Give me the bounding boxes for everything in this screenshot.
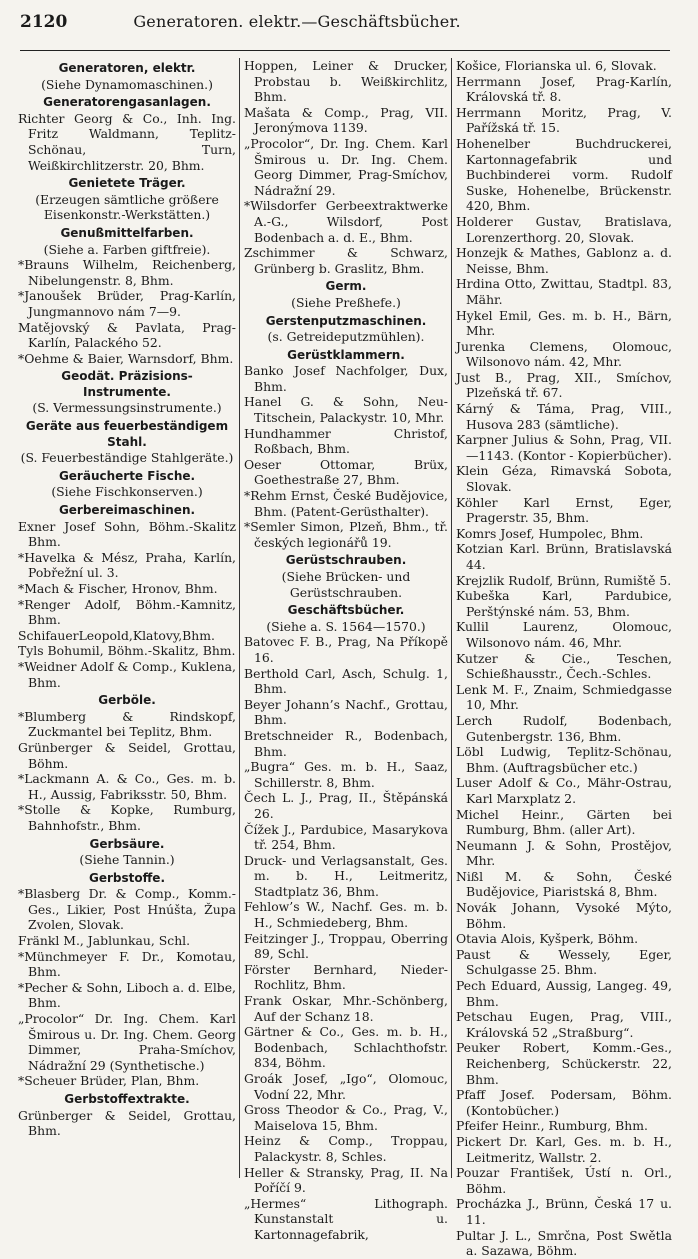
directory-entry: Tyls Bohumil, Böhm.-Skalitz, Bhm.	[18, 643, 236, 659]
directory-entry: „Procolor“, Dr. Ing. Chem. Karl Šmirous u. Dr. Ing. Chem. Georg Dimmer, Prag-Smíchov, Nádražní 29.	[244, 135, 448, 198]
directory-entry: Lenk M. F., Znaim, Schmiedgasse 10, Mhr.	[456, 681, 672, 713]
header-rule	[20, 50, 670, 51]
directory-entry: „Bugra“ Ges. m. b. H., Saaz, Schillerstr. 8, Bhm.	[244, 759, 448, 790]
cross-reference: (S. Feuerbeständige Stahlgeräte.)	[20, 450, 234, 466]
directory-entry: *Blumberg & Rindskopf, Zuckmantel bei Teplitz, Bhm.	[18, 708, 236, 740]
directory-entry: Kubeška Karl, Pardubice, Perštýnské nám. 53, Bhm.	[456, 588, 672, 619]
directory-entry: *Wilsdorfer Gerbeextraktwerke A.-G., Wilsdorf, Post Bodenbach a. d. E., Bhm.	[244, 198, 448, 245]
directory-entry: *Oehme & Baier, Warnsdorf, Bhm.	[18, 350, 234, 366]
directory-entry: Feitzinger J., Troppau, Oberring 89, Schl.	[244, 930, 448, 962]
directory-entry: Krejzlik Rudolf, Brünn, Rumiště 5.	[456, 572, 672, 588]
directory-entry: Batovec F. B., Prag, Na Příkopě 16.	[244, 634, 448, 665]
directory-entry: Kullil Laurenz, Olomouc, Wilsonovo nám. 46, Mhr.	[456, 619, 672, 650]
cross-reference: (Siehe Fischkonserven.)	[51, 484, 203, 500]
directory-entry: Pech Eduard, Aussig, Langeg. 49, Bhm.	[456, 978, 672, 1009]
directory-entry: Hrdina Otto, Zwittau, Stadtpl. 83, Mähr.	[456, 276, 672, 307]
column-1	[18, 58, 236, 1178]
directory-entry: Kotzian Karl. Brünn, Bratislavská 44.	[456, 541, 672, 572]
directory-entry: Exner Josef Sohn, Böhm.-Skalitz Bhm.	[18, 518, 236, 550]
directory-entry: Förster Bernhard, Nieder-Rochlitz, Bhm.	[244, 961, 448, 993]
directory-entry: *Münchmeyer F. Dr., Komotau, Bhm.	[18, 948, 236, 980]
directory-entry: *Weidner Adolf & Comp., Kuklena, Bhm.	[18, 658, 236, 690]
cross-reference: (Siehe Tannin.)	[79, 852, 175, 868]
directory-entry: Richter Georg & Co., Inh. Ing. Fritz Waldmann, Teplitz-Schönau, Turn, Weißkirchlitzerstr. 20, Bhm.	[18, 110, 236, 173]
section-heading: Gerböle.	[98, 693, 156, 708]
directory-entry: Fränkl M., Jablunkau, Schl.	[18, 933, 191, 949]
cross-reference: (Siehe Dynamomaschinen.)	[41, 76, 213, 92]
directory-entry: Beyer Johann’s Nachf., Grottau, Bhm.	[244, 696, 448, 728]
directory-entry: Procházka J., Brünn, Česká 17 u. 11.	[456, 1196, 672, 1227]
directory-entry: *Scheuer Brüder, Plan, Bhm.	[18, 1073, 200, 1089]
directory-entry: Gärtner & Co., Ges. m. b. H., Bodenbach, Schlachthofstr. 834, Böhm.	[244, 1024, 448, 1071]
section-heading: Geräte aus feuerbeständigem Stahl.	[25, 419, 229, 449]
directory-entry: Köhler Karl Ernst, Eger, Pragerstr. 35, Bhm.	[456, 494, 672, 526]
section-heading: Gerüstklammern.	[287, 347, 405, 362]
directory-entry: Pickert Dr. Karl, Ges. m. b. H., Leitmeritz, Wallstr. 2.	[456, 1133, 672, 1165]
directory-entry: Gross Theodor & Co., Prag, V., Maiselova 15, Bhm.	[244, 1102, 448, 1133]
directory-entry: Hundhammer Christof, Roßbach, Bhm.	[244, 425, 448, 457]
section-heading: Gerbereimaschinen.	[58, 503, 196, 518]
column-2	[244, 58, 448, 1242]
directory-entry: Banko Josef Nachfolger, Dux, Bhm.	[244, 363, 448, 394]
directory-entry: Luser Adolf & Co., Mähr-Ostrau, Karl Marxplatz 2.	[456, 775, 672, 806]
directory-entry: *Blasberg Dr. & Comp., Komm.-Ges., Likier, Post Hnúšta, Župa Zvolen, Slovak.	[18, 886, 236, 933]
column-divider	[451, 58, 452, 1178]
directory-entry: Nißl M. & Sohn, České Budějovice, Piaristská 8, Bhm.	[456, 868, 672, 900]
directory-entry: Komrs Josef, Humpolec, Bhm.	[456, 525, 644, 541]
directory-entry: Mašata & Comp., Prag, VII. Jeronýmova 1139.	[244, 104, 448, 136]
directory-entry: Heinz & Comp., Troppau, Palackystr. 8, Schles.	[244, 1133, 448, 1164]
page-number: 2120	[20, 12, 68, 32]
cross-reference: (Siehe Preßhefe.)	[291, 294, 401, 310]
directory-entry: Pfaff Josef. Podersam, Böhm. (Kontobücher.)	[456, 1087, 672, 1118]
directory-entry: Michel Heinr., Gärten bei Rumburg, Bhm. (aller Art).	[456, 806, 672, 838]
directory-entry: Bretschneider R., Bodenbach, Bhm.	[244, 727, 448, 759]
directory-entry: Groák Josef, „Igo“, Olomouc, Vodní 22, Mhr.	[244, 1071, 448, 1102]
directory-entry: Frank Oskar, Mhr.-Schönberg, Auf der Schanz 18.	[244, 993, 448, 1024]
directory-entry: *Rehm Ernst, České Budějovice, Bhm. (Patent-Gerüsthalter).	[244, 488, 448, 519]
directory-entry: Honzejk & Mathes, Gablonz a. d. Neisse, Bhm.	[456, 245, 672, 276]
cross-reference: (S. Vermessungsinstrumente.)	[32, 400, 222, 416]
cross-reference: (s. Getreideputzmühlen).	[267, 329, 425, 345]
directory-entry: Matějovský & Pavlata, Prag-Karlín, Palackého 52.	[18, 319, 236, 351]
directory-entry: „Hermes“ Lithograph. Kunstanstalt u. Kartonnagefabrik,	[244, 1195, 448, 1242]
section-heading: Generatoren, elektr.	[58, 61, 196, 75]
directory-entry: Just B., Prag, XII., Smíchov, Plzeňská tř. 67.	[456, 369, 672, 401]
section-heading: Gerbstoffextrakte.	[64, 1092, 190, 1106]
directory-entry: Karpner Julius & Sohn, Prag, VII.—1143. (Kontor - Kopierbücher).	[456, 432, 672, 463]
directory-entry: Herrmann Josef, Prag-Karlín, Královská tř. 8.	[456, 73, 672, 105]
directory-entry: *Brauns Wilhelm, Reichenberg, Nibelungenstr. 8, Bhm.	[18, 257, 236, 288]
section-heading: Geschäftsbücher.	[287, 603, 405, 618]
column-divider	[239, 58, 240, 1178]
directory-entry: Grünberger & Seidel, Grottau, Bhm.	[18, 1107, 236, 1139]
directory-entry: Čech L. J., Prag, II., Štěpánská 26.	[244, 790, 448, 821]
directory-entry: Jurenka Clemens, Olomouc, Wilsonovo nám. 42, Mhr.	[456, 338, 672, 370]
cross-reference: (Siehe a. Farben giftfreie).	[43, 241, 211, 257]
directory-entry: Löbl Ludwig, Teplitz-Schönau, Bhm. (Auftragsbücher etc.)	[456, 744, 672, 775]
directory-entry: *Renger Adolf, Böhm.-Kamnitz, Bhm.	[18, 596, 236, 628]
cross-reference: (Siehe Brücken- und Gerüstschrauben.	[281, 569, 411, 600]
cross-reference: (Erzeugen sämtliche größere Eisenkonstr.-Werkstätten.)	[35, 191, 219, 223]
directory-entry: Heller & Stransky, Prag, II. Na Poříčí 9.	[244, 1164, 448, 1196]
directory-entry: Holderer Gustav, Bratislava, Lorenzerthorg. 20, Slovak.	[456, 213, 672, 245]
column-3	[456, 58, 672, 1259]
directory-entry: Oeser Ottomar, Brüx, Goethestraße 27, Bhm.	[244, 456, 448, 488]
directory-entry: Hykel Emil, Ges. m. b. H., Bärn, Mhr.	[456, 307, 672, 339]
directory-entry: Hanel G. & Sohn, Neu-Titschein, Palackystr. 10, Mhr.	[244, 394, 448, 426]
directory-entry: *Semler Simon, Plzeň, Bhm., tř. českých legionářů 19.	[244, 519, 448, 550]
directory-entry: Pfeifer Heinr., Rumburg, Bhm.	[456, 1118, 648, 1134]
directory-entry: Berthold Carl, Asch, Schulg. 1, Bhm.	[244, 665, 448, 697]
directory-entry: „Procolor“ Dr. Ing. Chem. Karl Šmirous u. Dr. Ing. Chem. Georg Dimmer, Praha-Smíchov, Nádražní 29 (Synthetische.)	[18, 1011, 236, 1073]
section-heading: Gerüstschrauben.	[285, 553, 407, 568]
directory-entry: Čížek J., Pardubice, Masarykova tř. 254, Bhm.	[244, 821, 448, 853]
directory-entry: Klein Géza, Rimavská Sobota, Slovak.	[456, 463, 672, 495]
section-heading: Gerbsäure.	[89, 836, 165, 851]
directory-entry: Pultar J. L., Smrčna, Post Swětla a. Sazawa, Böhm.	[456, 1227, 672, 1259]
directory-entry: *Lackmann A. & Co., Ges. m. b. H., Aussig, Fabriksstr. 50, Bhm.	[18, 771, 236, 802]
directory-entry: *Mach & Fischer, Hronov, Bhm.	[18, 581, 218, 596]
directory-entry: Košice, Florianska ul. 6, Slovak.	[456, 58, 657, 73]
directory-entry: Herrmann Moritz, Prag, V. Pařížská tř. 15.	[456, 104, 672, 136]
directory-entry: Kutzer & Cie., Teschen, Schießhausstr., Čech.-Schles.	[456, 650, 672, 682]
directory-entry: Neumann J. & Sohn, Prostějov, Mhr.	[456, 837, 672, 869]
directory-entry: *Pecher & Sohn, Liboch a. d. Elbe, Bhm.	[18, 979, 236, 1011]
section-heading: Genußmittelfarben.	[60, 225, 194, 240]
directory-entry: Novák Johann, Vysoké Mýto, Böhm.	[456, 900, 672, 931]
directory-entry: Lerch Rudolf, Bodenbach, Gutenbergstr. 136, Bhm.	[456, 712, 672, 744]
directory-entry: Fehlow’s W., Nachf. Ges. m. b. H., Schmiedeberg, Bhm.	[244, 899, 448, 931]
directory-entry: *Janoušek Brüder, Prag-Karlín, Jungmannovo nám 7—9.	[18, 288, 236, 319]
section-heading: Geodät. Präzisions-Instrumente.	[61, 369, 193, 399]
directory-entry: Hoppen, Leiner & Drucker, Probstau b. Weißkirchlitz, Bhm.	[244, 58, 448, 105]
directory-entry: Druck- und Verlagsanstalt, Ges. m. b. H., Leitmeritz, Stadtplatz 36, Bhm.	[244, 852, 448, 899]
directory-entry: Hohenelber Buchdruckerei, Kartonnagefabrik und Buchbinderei vorm. Rudolf Suske, Hohenelbe, Brückenstr. 420, Bhm.	[456, 135, 672, 214]
section-heading: Generatorengasanlagen.	[43, 95, 211, 110]
directory-entry: Zschimmer & Schwarz, Grünberg b. Graslitz, Bhm.	[244, 245, 448, 276]
directory-entry: SchifauerLeopold,Klatovy,Bhm.	[18, 627, 215, 643]
directory-entry: Paust & Wessely, Eger, Schulgasse 25. Bhm.	[456, 946, 672, 978]
cross-reference: (Siehe a. S. 1564—1570.)	[266, 618, 426, 634]
directory-entry: Peuker Robert, Komm.-Ges., Reichenberg, Schückerstr. 22, Bhm.	[456, 1040, 672, 1087]
directory-entry: Grünberger & Seidel, Grottau, Böhm.	[18, 739, 236, 771]
directory-entry: Pouzar František, Ústí n. Orl., Böhm.	[456, 1165, 672, 1196]
directory-entry: Petschau Eugen, Prag, VIII., Královská 52 „Straßburg“.	[456, 1009, 672, 1040]
section-heading: Germ.	[325, 279, 367, 294]
section-heading: Gerstenputzmaschinen.	[265, 313, 427, 328]
directory-entry: *Havelka & Mész, Praha, Karlín, Pobřežní ul. 3.	[18, 549, 236, 581]
section-heading: Gerbstoffe.	[88, 870, 166, 885]
directory-entry: Otavia Alois, Kyšperk, Böhm.	[456, 931, 639, 947]
page-header	[20, 12, 668, 42]
section-heading: Genietete Träger.	[68, 176, 186, 191]
directory-entry: Kárný & Táma, Prag, VIII., Husova 283 (sämtliche).	[456, 401, 672, 432]
directory-entry: *Stolle & Kopke, Rumburg, Bahnhofstr., Bhm.	[18, 802, 236, 833]
running-title: Generatoren. elektr.—Geschäftsbücher.	[133, 12, 461, 31]
section-heading: Geräucherte Fische.	[58, 468, 196, 483]
